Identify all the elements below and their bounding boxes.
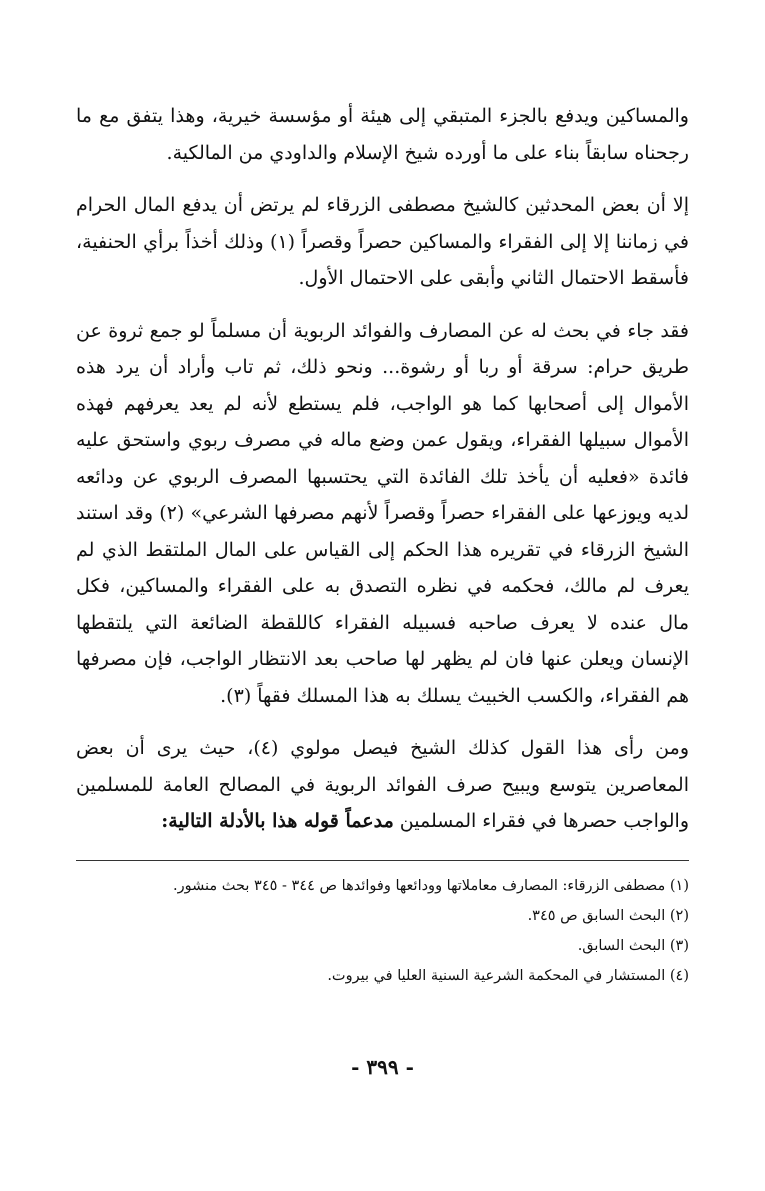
paragraph-4-text: ومن رأى هذا القول كذلك الشيخ فيصل مولوي (٤)، حيث يرى أن بعض المعاصرين يتوسع ويبيح صرف الفوائد الربوية في المصالح العامة للمسلمين والواجب حصرها في فقراء المسلمين — [76, 737, 689, 832]
footnote-3: (٣) البحث السابق. — [577, 937, 689, 954]
paragraph-1: والمساكين ويدفع بالجزء المتبقي إلى هيئة أو مؤسسة خيرية، وهذا يتفق مع ما رجحناه سابقاً بناء على ما أورده شيخ الإسلام والداودي من المالكية. — [76, 105, 689, 164]
footnote-1: (١) مصطفى الزرقاء: المصارف معاملاتها وودائعها وفوائدها ص ٣٤٤ - ٣٤٥ بحث منشور. — [173, 877, 689, 894]
page-body — [76, 98, 689, 991]
footnote-separator — [76, 860, 689, 861]
paragraph-3: فقد جاء في بحث له عن المصارف والفوائد الربوية أن مسلماً لو جمع ثروة عن طريق حرام: سرقة أو ربا أو رشوة... ونحو ذلك، ثم تاب وأراد أن يرد هذه الأموال إلى أصحابها كما هو الواجب، فلم يستطع لأنه لم يعد يعرفهم فهذه الأموال سبيلها الفقراء، ويقول عمن وضع ماله في مصرف ربوي واستحق عليه فائدة «فعليه أن يأخذ تلك الفائدة التي يحتسبها المصرف الربوي عن ودائعه لديه ويوزعها على الفقراء حصراً وقصراً لأنهم مصرفها الشرعي» (٢) وقد استند الشيخ الزرقاء في تقريره هذا الحكم إلى القياس على المال الملتقط الذي لم يعرف لم مالك، فحكمه في نظره التصدق به على الفقراء والمساكين، فكل مال عنده لا يعرف صاحبه فسبيله الفقراء كاللقطة الضائعة التي يلتقطها الإنسان ويعلن عنها فان لم يظهر لها صاحب بعد الانتظار الواجب، فإن مصرفها هم الفقراء، والكسب الخبيث يسلك به هذا المسلك فقهاً (٣). — [76, 319, 689, 707]
footnote-2: (٢) البحث السابق ص ٣٤٥. — [527, 907, 689, 924]
paragraph-2: إلا أن بعض المحدثين كالشيخ مصطفى الزرقاء لم يرتض أن يدفع المال الحرام في زماننا إلا إلى الفقراء والمساكين حصراً وقصراً (١) وذلك أخذاً برأي الحنفية، فأسقط الاحتمال الثاني وأبقى على الاحتمال الأول. — [76, 194, 689, 289]
footnotes — [76, 871, 689, 991]
page-number: - ٣٩٩ - — [351, 1055, 414, 1079]
paragraph-4-bold-tail: مدعماً قوله هذا بالأدلة التالية: — [161, 810, 394, 832]
footnote-4: (٤) المستشار في المحكمة الشرعية السنية العليا في بيروت. — [327, 967, 689, 984]
paragraph-4 — [76, 730, 689, 840]
